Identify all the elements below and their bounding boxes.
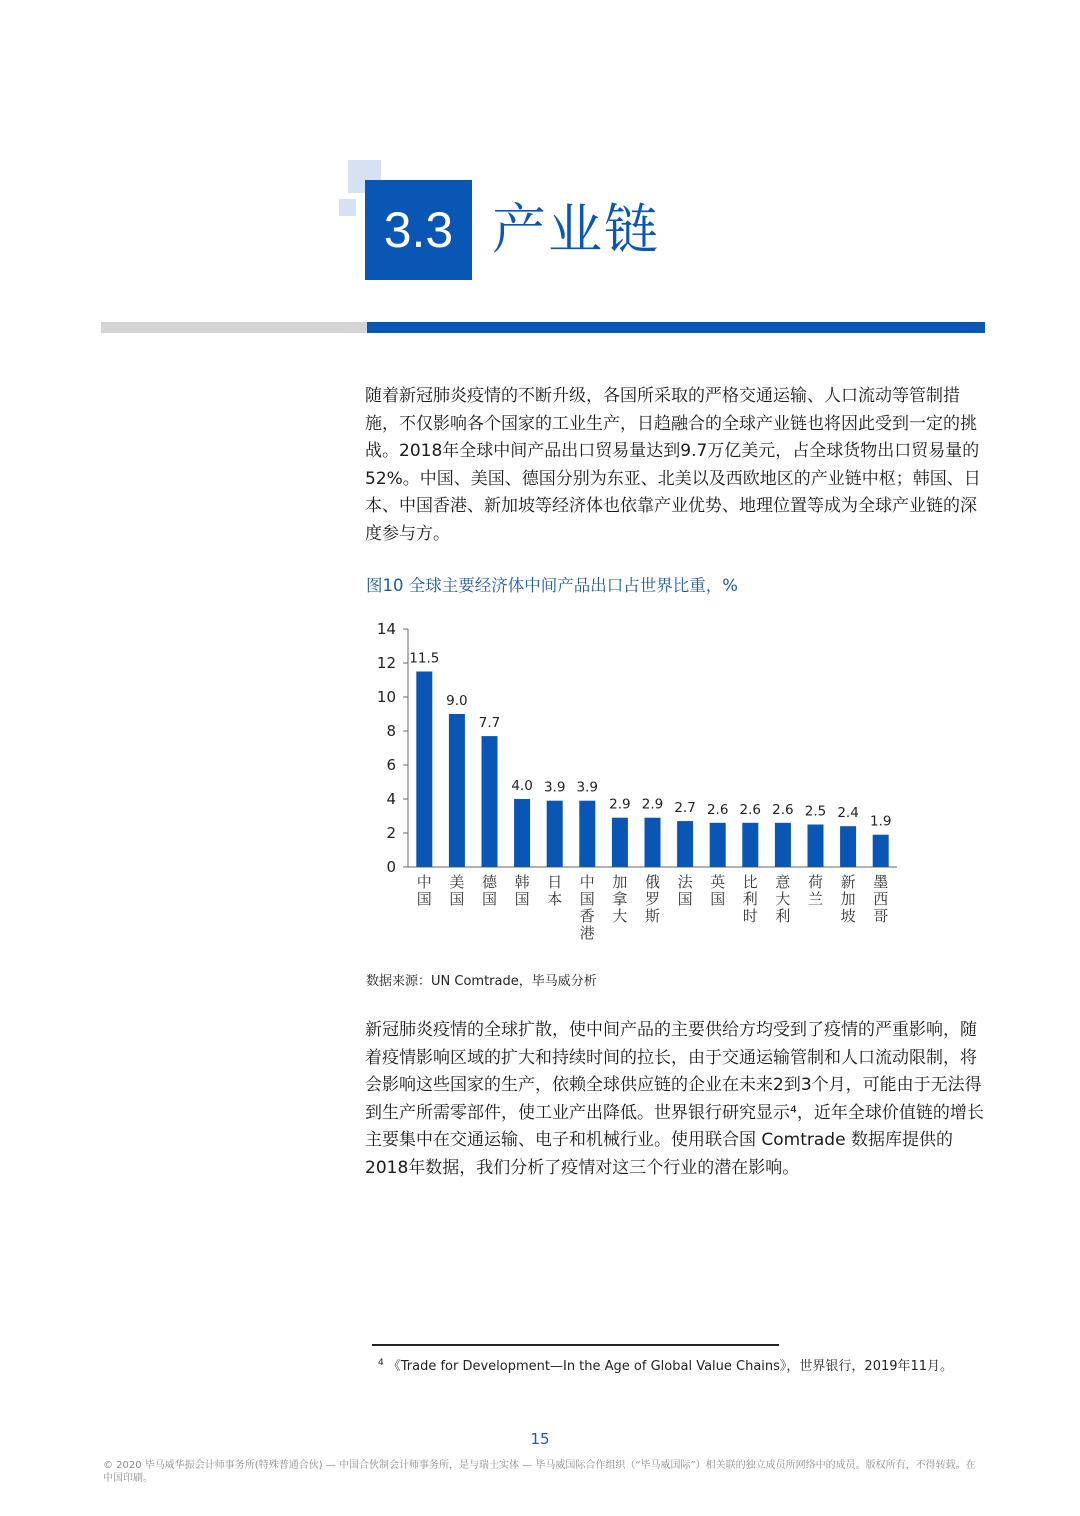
bar-value-label: 2.5: [804, 803, 827, 820]
bar: [547, 801, 563, 867]
bar-value-label: 2.6: [772, 801, 794, 818]
bar-value-label: 2.6: [739, 801, 762, 818]
y-tick-label: 8: [386, 722, 396, 740]
header-rule-blue: [367, 322, 985, 333]
bar: [645, 818, 661, 867]
body-paragraph-1: 随着新冠肺炎疫情的不断升级，各国所采取的严格交通运输、人口流动等管制措施，不仅影响各个国家的工业生产，日趋融合的全球产业链也将因此受到一定的挑战。2018年全球中间产品出口贸易量达到9.7万亿美元，占全球货物出口贸易量的52%。中国、美国、德国分别为东亚、北美以及西欧地区的产业链中枢；韩国、日本、中国香港、新加坡等经济体也依靠产业优势、地理位置等成为全球产业链的深度参与方。: [365, 386, 981, 544]
bar: [840, 826, 856, 867]
bar: [742, 823, 758, 867]
x-category-label: 英国: [710, 873, 726, 908]
bar: [775, 823, 791, 867]
bar: [416, 672, 432, 868]
x-category-label: 意大利: [775, 873, 791, 925]
y-tick-label: 14: [376, 620, 396, 638]
x-category-label: 韩国: [514, 873, 530, 908]
x-category-label: 荷兰: [807, 873, 824, 908]
y-tick-label: 6: [386, 756, 396, 774]
x-category-label: 中国: [416, 873, 432, 908]
x-category-label: 墨西哥: [873, 873, 889, 925]
bar: [482, 736, 498, 867]
footnote: [378, 1355, 953, 1374]
y-tick-label: 4: [386, 790, 396, 808]
bar: [449, 714, 465, 867]
section-title: 产业链: [492, 198, 660, 261]
footnote-marker: 4: [378, 1358, 384, 1368]
bar-chart: [360, 612, 920, 957]
x-category-label: 德国: [481, 873, 498, 908]
bar: [514, 799, 530, 867]
bar-value-label: 2.9: [609, 796, 631, 813]
bar: [808, 825, 824, 868]
decorative-square-small: [339, 199, 356, 216]
figure-source: 数据来源：UN Comtrade，毕马威分析: [366, 974, 597, 989]
x-category-label: 中国香港: [579, 873, 595, 942]
bar: [677, 821, 693, 867]
bar: [710, 823, 726, 867]
bar-value-label: 2.4: [837, 805, 859, 822]
x-category-label: 日本: [547, 873, 563, 908]
y-tick-label: 10: [376, 688, 396, 706]
header-rule-grey: [101, 322, 367, 333]
x-category-label: 俄罗斯: [644, 873, 661, 925]
bar: [579, 801, 595, 867]
bar-value-label: 7.7: [478, 715, 501, 732]
bar-value-label: 3.9: [576, 779, 599, 796]
y-tick-label: 12: [376, 654, 396, 672]
x-category-label: 比利时: [742, 873, 758, 925]
bar-value-label: 2.9: [641, 796, 664, 813]
bar: [873, 835, 889, 867]
page-number: 15: [530, 1430, 550, 1448]
bar-value-label: 4.0: [511, 778, 533, 794]
copyright-notice: © 2020 毕马威华振会计师事务所(特殊普通合伙) — 中国合伙制会计师事务所，是与瑞士实体 — 毕马威国际合作组织（“毕马威国际”）相关联的独立成员所网络中的成员。版权所有，不得转载。在中国印刷。: [103, 1460, 976, 1484]
bar-value-label: 9.0: [446, 693, 468, 709]
bar-value-label: 3.9: [543, 779, 566, 796]
footnote-rule: [372, 1344, 779, 1346]
x-category-label: 新加坡: [840, 873, 856, 925]
section-number: 3.3: [365, 180, 472, 280]
body-paragraph-2: 新冠肺炎疫情的全球扩散，使中间产品的主要供给方均受到了疫情的严重影响，随着疫情影响区域的扩大和持续时间的拉长，由于交通运输管制和人口流动限制，将会影响这些国家的生产，依赖全球供应链的企业在未来2到3个月，可能由于无法得到生产所需零部件，使工业产出降低。世界银行研究显示⁴，近年全球价值链的增长主要集中在交通运输、电子和机械行业。使用联合国 Comtrade 数据库提供的2018年数据，我们分析了疫情对这三个行业的潜在影响。: [365, 1020, 984, 1178]
figure-title: 图10 全球主要经济体中间产品出口占世界比重，%: [366, 576, 738, 595]
bar-value-label: 11.5: [409, 650, 440, 667]
bar-value-label: 2.7: [674, 800, 696, 817]
bar-value-label: 1.9: [869, 813, 892, 830]
x-category-label: 加拿大: [612, 873, 628, 925]
y-tick-label: 0: [386, 858, 396, 876]
bar: [612, 818, 628, 867]
y-tick-label: 2: [386, 824, 396, 842]
x-category-label: 美国: [449, 873, 465, 908]
bar-value-label: 2.6: [706, 801, 729, 818]
footnote-text: 《Trade for Development—In the Age of Global Value Chains》，世界银行，2019年11月。: [387, 1359, 954, 1374]
x-category-label: 法国: [677, 873, 693, 908]
